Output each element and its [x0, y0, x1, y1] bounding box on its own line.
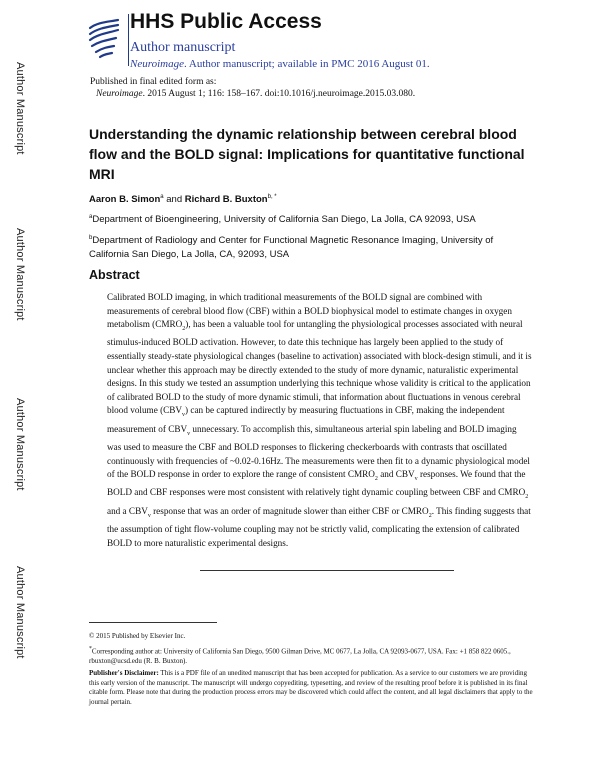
abstract-text: response that was an order of magnitude slower than either CBF or CMRO: [150, 505, 429, 516]
side-label-author-manuscript: Author Manuscript: [14, 62, 26, 155]
availability-text: . Author manuscript; available in PMC 2016 August 01.: [183, 58, 430, 70]
footnote-mark: *: [89, 645, 92, 652]
author-affil-mark: b, *: [267, 194, 277, 200]
affil-mark: a: [89, 214, 93, 220]
side-label-author-manuscript: Author Manuscript: [14, 228, 26, 321]
abstract-text: ) can be captured indirectly by measuring fluctuations in CBF, making the independent measurement of CBV: [107, 405, 505, 434]
author-name: Richard B. Buxton: [184, 194, 268, 206]
subscript: 2: [428, 512, 432, 519]
affiliation-b: [89, 231, 529, 262]
hhs-eagle-logo-icon: [84, 14, 124, 62]
affil-text: Department of Bioengineering, University of California San Diego, La Jolla, CA 92093, USA: [92, 214, 476, 226]
author-manuscript-label: Author manuscript: [130, 40, 236, 55]
abstract-text: Calibrated BOLD imaging, in which traditional measurements of the BOLD signal are combined with measurements of cerebral blood flow (CBF) within a BOLD biophysical model to estimate changes in oxygen metabolism (CMRO: [107, 292, 512, 330]
abstract-text: unnecessary. To accomplish this, simultaneous arterial spin labeling and BOLD imaging was used to measure the CBF and BOLD responses to flickering checkerboards with contrasts that oscillated continuously with frequencies of ~0.02-0.16Hz. The measurements were then fit to a dynamic physiological model of the BOLD response in order to explore the range of consistent CMRO: [107, 423, 530, 480]
abstract-heading: Abstract: [89, 268, 140, 282]
side-label-author-manuscript: Author Manuscript: [14, 398, 26, 491]
publication-note: [90, 76, 415, 100]
author-name: Aaron B. Simon: [89, 194, 161, 206]
footnotes: [89, 632, 534, 710]
subscript: 2: [182, 325, 186, 332]
author-separator: and: [163, 194, 185, 206]
journal-name: Neuroimage: [130, 58, 184, 70]
disclaimer-text: This is a PDF file of an unedited manuscript that has been accepted for publication. As a service to our customers we are providing this early version of the manuscript. The manuscript will undergo copyediting, typesetting, and review of the resulting proof before it is published in its final citable form. Please note that during the production process errors may be discovered which could affect the content, and all legal disclaimers that apply to the journal pertain.: [89, 669, 533, 706]
subscript: v: [414, 475, 418, 482]
published-in-label: Published in final edited form as:: [90, 77, 217, 87]
affiliation-a: [89, 210, 529, 227]
subscript: v: [187, 430, 191, 437]
author-list: [89, 194, 277, 205]
affil-mark: b: [89, 235, 93, 241]
citation: [90, 88, 415, 100]
subscript: v: [147, 512, 151, 519]
hhs-title: HHS Public Access: [130, 10, 322, 33]
subscript: v: [182, 412, 186, 419]
subscript: 2: [525, 494, 529, 501]
corresponding-author-note: [89, 645, 534, 667]
side-label-author-manuscript: Author Manuscript: [14, 566, 26, 659]
disclaimer-label: Publisher's Disclaimer:: [89, 669, 159, 678]
citation-details: . 2015 August 1; 116: 158–167. doi:10.1016/j.neuroimage.2015.03.080.: [142, 89, 416, 99]
author-affil-mark: a: [160, 194, 164, 200]
abstract-body: [107, 291, 533, 550]
abstract-text: . This finding suggests that the assumption of tight flow-volume coupling may not be strictly valid, complicating the extension of calibrated BOLD to more naturalistic experimental designs.: [107, 505, 531, 548]
header-divider: [128, 14, 129, 66]
subscript: 2: [374, 475, 378, 482]
affil-text: Department of Radiology and Center for Functional Magnetic Resonance Imaging, University of California San Diego, La Jolla, CA, 92093, USA: [89, 235, 494, 261]
article-title: Understanding the dynamic relationship between cerebral blood flow and the BOLD signal: Implications for quantitative functional MRI: [89, 126, 525, 182]
corresponding-text: Corresponding author at: University of California San Diego, 9500 Gilman Drive, MC 0677, La Jolla, CA 92093-0677, USA. Fax: +1 858 822 0605., rbuxton@ucsd.edu (R. B. Buxton).: [89, 646, 511, 665]
abstract-text: responses. We found that the BOLD and CBF responses were most consistent with relatively tight dynamic coupling between CBF and CMRO: [107, 469, 526, 498]
footnote-rule: [89, 622, 217, 623]
availability-line: [130, 58, 430, 70]
citation-journal: Neuroimage: [96, 89, 143, 99]
publisher-disclaimer: [89, 669, 534, 707]
abstract-text: ), has been a valuable tool for untangling the physiological processes associated with neural stimulus-induced BOLD activation. However, to date this technique has largely been applied to the study of essentially steady-state physiological changes (baseline to activation) associated with block-design stimuli, and it is unclear whether this approach may be directly extended to the study of more dynamic, naturalistic experimental designs. In this study we tested an assumption underlying this technique whose validity is critical to the application of calibrated BOLD to the study of more dynamic stimuli, that information about fluctuations in venous cerebral blood volume (CBV: [107, 319, 532, 416]
copyright-notice: © 2015 Published by Elsevier Inc.: [89, 632, 186, 640]
abstract-text: and CBV: [377, 469, 415, 480]
hhs-header: [84, 8, 554, 68]
abstract-text: and a CBV: [107, 505, 148, 516]
abstract-end-rule: [200, 570, 454, 571]
